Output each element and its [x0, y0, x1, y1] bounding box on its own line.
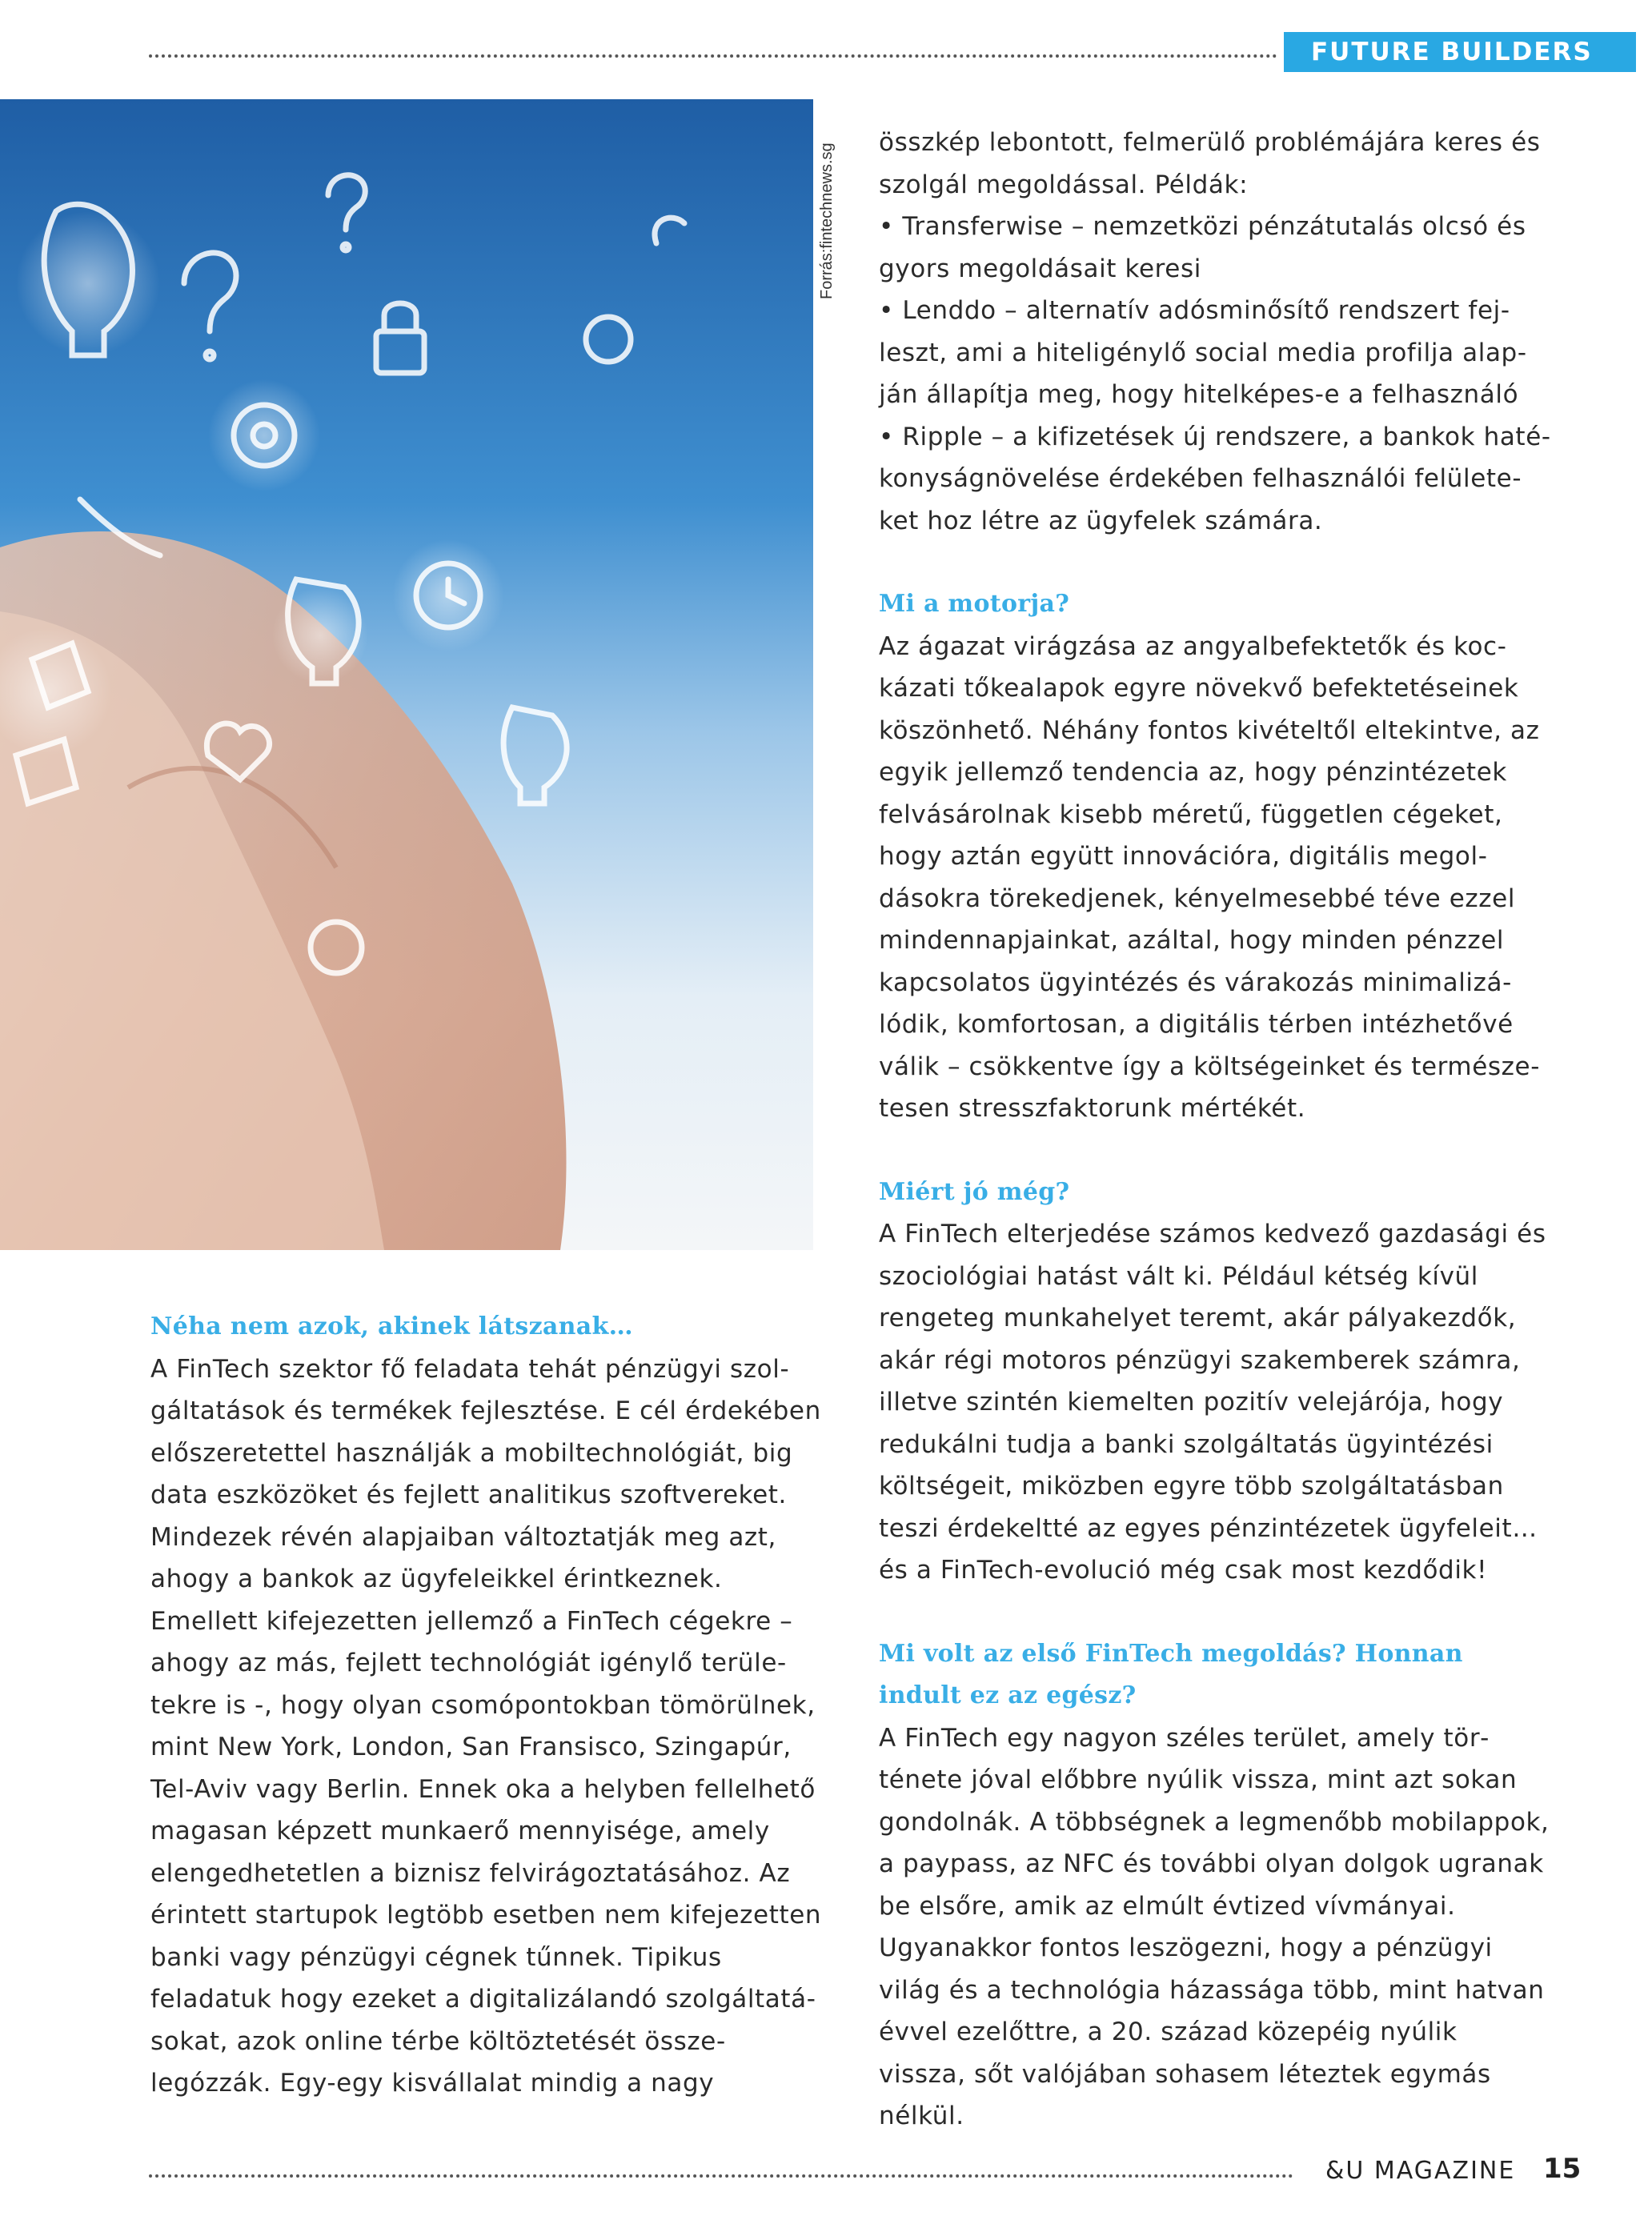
- body-paragraph: • Transferwise – nemzetközi pénzátutalás olcsó és gyors megoldásait keresi: [879, 212, 1526, 283]
- magazine-name: &U MAGAZINE: [1325, 2157, 1516, 2185]
- body-paragraph: összkép lebontott, felmerülő problémájára keres és szolgál megoldással. Példák:: [879, 128, 1541, 199]
- body-paragraph: • Lenddo – alternatív adósminősítő rendszert fejleszt, ami a hiteligénylő social media profilja alapján állapítja meg, hogy hitelképes-e a felhasználó: [879, 296, 1527, 409]
- photo-illustration: [0, 99, 813, 1250]
- section-heading: Mi a motorja?: [879, 590, 1070, 618]
- page-number: 15: [1543, 2153, 1582, 2185]
- section-heading: Miért jó még?: [879, 1177, 1070, 1206]
- hero-photo: [0, 99, 813, 1250]
- body-paragraph: A FinTech egy nagyon széles terület, amely története jóval előbbre nyúlik vissza, mint azt sokan gondolnák. A többségnek a legmenőbb mobilappok, a paypass, az NFC és további olyan dolgok ugranak be elsőre, amik az elmúlt évtized vívmányai. Ugyanakkor fontos leszögezni, hogy a pénzügyi világ és a technológia házassága több, mint hatvan évvel ezelőttre, a 20. század közepéig nyúlik vissza, sőt valójában sohasem léteztek egymás nélkül.: [879, 1723, 1550, 2130]
- body-paragraph: • Ripple – a kifizetések új rendszere, a bankok hatékonyságnövelése érdekében felhasználói felületeket hoz létre az ügyfelek számára.: [879, 422, 1551, 535]
- paragraph-gap: [879, 1130, 1551, 1172]
- left-column: [150, 1306, 823, 2105]
- section-heading: Mi volt az első FinTech megoldás? Honnan indult ez az egész?: [879, 1639, 1463, 1709]
- paragraph-gap: [879, 1592, 1551, 1633]
- footer-dotted-rule: [149, 2174, 1293, 2178]
- paragraph-gap: [879, 542, 1551, 583]
- body-paragraph: A FinTech elterjedése számos kedvező gazdasági és szociológiai hatást vált ki. Például kétség kívül rengeteg munkahelyet teremt, akár pályakezdők, akár régi motoros pénzügyi szakemberek számra, illetve szintén kiemelten pozitív velejárója, hogy redukálni tudja a banki szolgáltatás ügyintézési költségeit, miközben egyre több szolgáltatásban teszi érdekeltté az egyes pénzintézetek ügyfeleit… és a FinTech-evolució még csak most kezdődik!: [879, 1220, 1546, 1585]
- right-column: [879, 122, 1551, 2138]
- body-paragraph: Az ágazat virágzása az angyalbefektetők és kockázati tőkealapok egyre növekvő befektetéseinek köszönhető. Néhány fontos kivételtől eltekintve, az egyik jellemző tendencia az, hogy pénzintézetek felvásárolnak kisebb méretű, független cégeket, hogy aztán együtt innovációra, digitális megoldásokra törekedjenek, kényelmesebbé téve ezzel mindennapjainkat, azáltal, hogy minden pénzzel kapcsolatos ügyintézés és várakozás minimalizálódik, komfortosan, a digitális térben intézhetővé válik – csökkentve így a költségeinket és természetesen stresszfaktorunk mértékét.: [879, 631, 1540, 1123]
- section-badge: FUTURE BUILDERS: [1284, 32, 1636, 72]
- section-heading: Néha nem azok, akinek látszanak…: [150, 1312, 633, 1340]
- header-dotted-rule: [149, 54, 1277, 58]
- body-paragraph: A FinTech szektor fő feladata tehát pénzügyi szolgáltatások és termékek fejlesztése. E cél érdekében előszeretettel használják a mobiltechnológiát, big data eszközöket és fejlett analitikus szoftvereket. Mindezek révén alapjaiban változtatják meg azt, ahogy a bankok az ügyfeleikkel érintkeznek. Emellett kifejezetten jellemző a FinTech cégekre – ahogy az más, fejlett technológiát igénylő területekre is -, hogy olyan csomópontokban tömörülnek, mint New York, London, San Fransisco, Szingapúr, Tel-Aviv vagy Berlin. Ennek oka a helyben fellelhető magasan képzett munkaerő mennyisége, amely elengedhetetlen a biznisz felvirágoztatásához. Az érintett startupok legtöbb esetben nem kifejezetten banki vagy pénzügyi cégnek tűnnek. Tipikus feladatuk hogy ezeket a digitalizálandó szolgáltatásokat, azok online térbe költöztetését összelegózzák. Egy-egy kisvállalat mindig a nagy: [150, 1354, 822, 2098]
- photo-credit: Forrás:fintechnews.sg: [818, 142, 836, 299]
